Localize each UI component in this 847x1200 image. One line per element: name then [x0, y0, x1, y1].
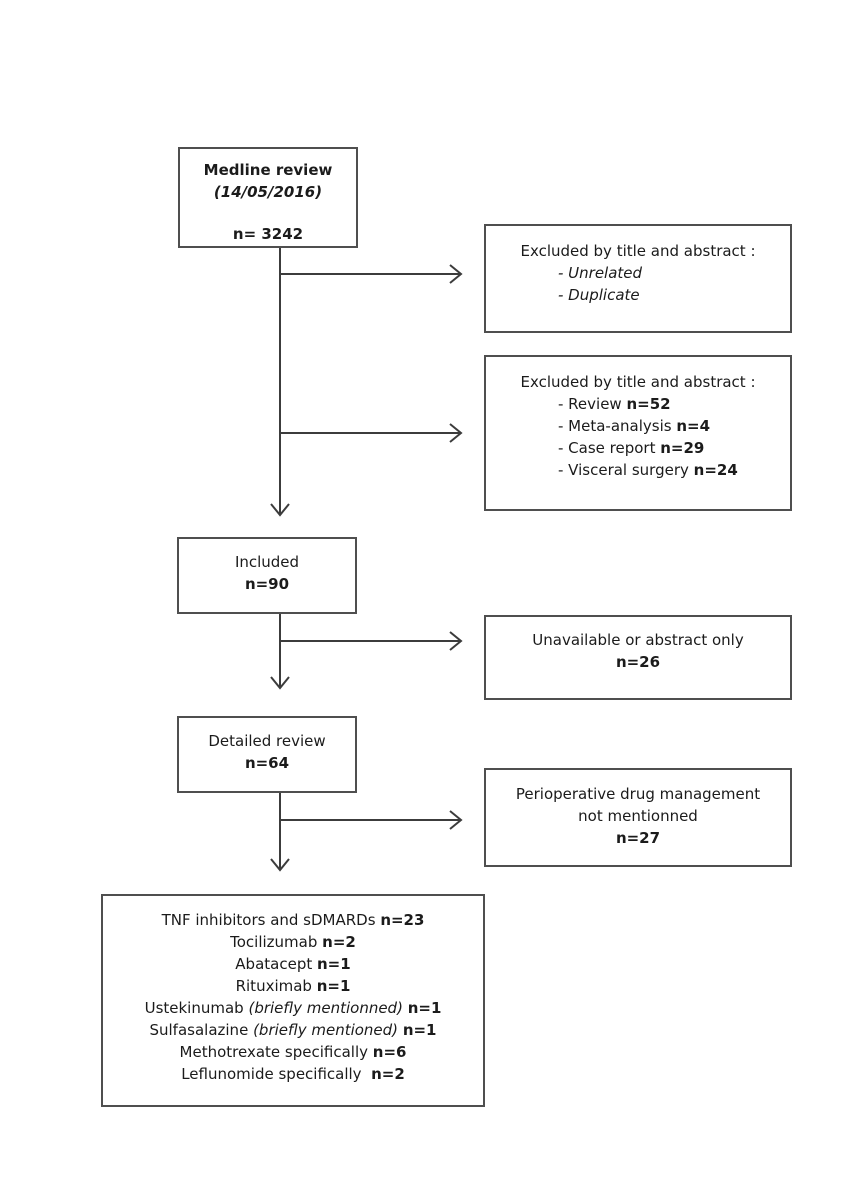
final-line: TNF inhibitors and sDMARDs n=23: [161, 911, 425, 929]
unavailable-label: Unavailable or abstract only: [532, 631, 744, 649]
excluded-1-heading: Excluded by title and abstract :: [520, 242, 756, 260]
arrow-branch-unavailable: [280, 632, 461, 650]
excluded-2-item: - Review n=52: [558, 395, 671, 413]
box-perioperative-not-mentioned: [484, 768, 792, 867]
box-medline-review: [178, 147, 358, 248]
final-line: Methotrexate specifically n=6: [179, 1043, 407, 1061]
final-line: Leflunomide specifically n=2: [181, 1065, 405, 1083]
detailed-label: Detailed review: [208, 732, 326, 750]
arrow-branch-excluded-1: [280, 265, 461, 283]
excluded-2-list: [486, 393, 790, 481]
final-line: Sulfasalazine (briefly mentioned) n=1: [149, 1021, 437, 1039]
excluded-1-item: - Unrelated: [558, 264, 643, 282]
box-unavailable-abstract-only: [484, 615, 792, 700]
detailed-count: n=64: [244, 754, 290, 772]
unavailable-count: n=26: [615, 653, 661, 671]
arrow-medline-to-included: [271, 248, 289, 515]
excluded-1-list: [486, 262, 790, 306]
included-label: Included: [234, 553, 300, 571]
excluded-2-heading: Excluded by title and abstract :: [520, 373, 756, 391]
arrow-branch-perioperative: [280, 811, 461, 829]
box-excluded-title-abstract-1: [484, 224, 792, 333]
final-line: Ustekinumab (briefly mentionned) n=1: [144, 999, 442, 1017]
excluded-2-item: - Case report n=29: [558, 439, 705, 457]
excluded-1-item: - Duplicate: [558, 286, 640, 304]
included-count: n=90: [244, 575, 290, 593]
arrow-included-to-detailed: [271, 614, 289, 688]
periop-line2: not mentionned: [578, 807, 698, 825]
excluded-2-item: - Visceral surgery n=24: [558, 461, 738, 479]
box-excluded-title-abstract-2: [484, 355, 792, 511]
periop-line1: Perioperative drug management: [515, 785, 761, 803]
final-line: Rituximab n=1: [235, 977, 351, 995]
box-detailed-review: [177, 716, 357, 793]
medline-count: n= 3242: [232, 225, 304, 243]
periop-count: n=27: [615, 829, 661, 847]
excluded-2-item: - Meta-analysis n=4: [558, 417, 711, 435]
arrow-detailed-to-final: [271, 793, 289, 870]
final-line: Abatacept n=1: [235, 955, 351, 973]
medline-date: (14/05/2016): [213, 183, 323, 201]
box-included: [177, 537, 357, 614]
arrow-branch-excluded-2: [280, 424, 461, 442]
final-line: Tocilizumab n=2: [230, 933, 356, 951]
box-final-results: [101, 894, 485, 1107]
medline-title: Medline review: [203, 161, 333, 179]
